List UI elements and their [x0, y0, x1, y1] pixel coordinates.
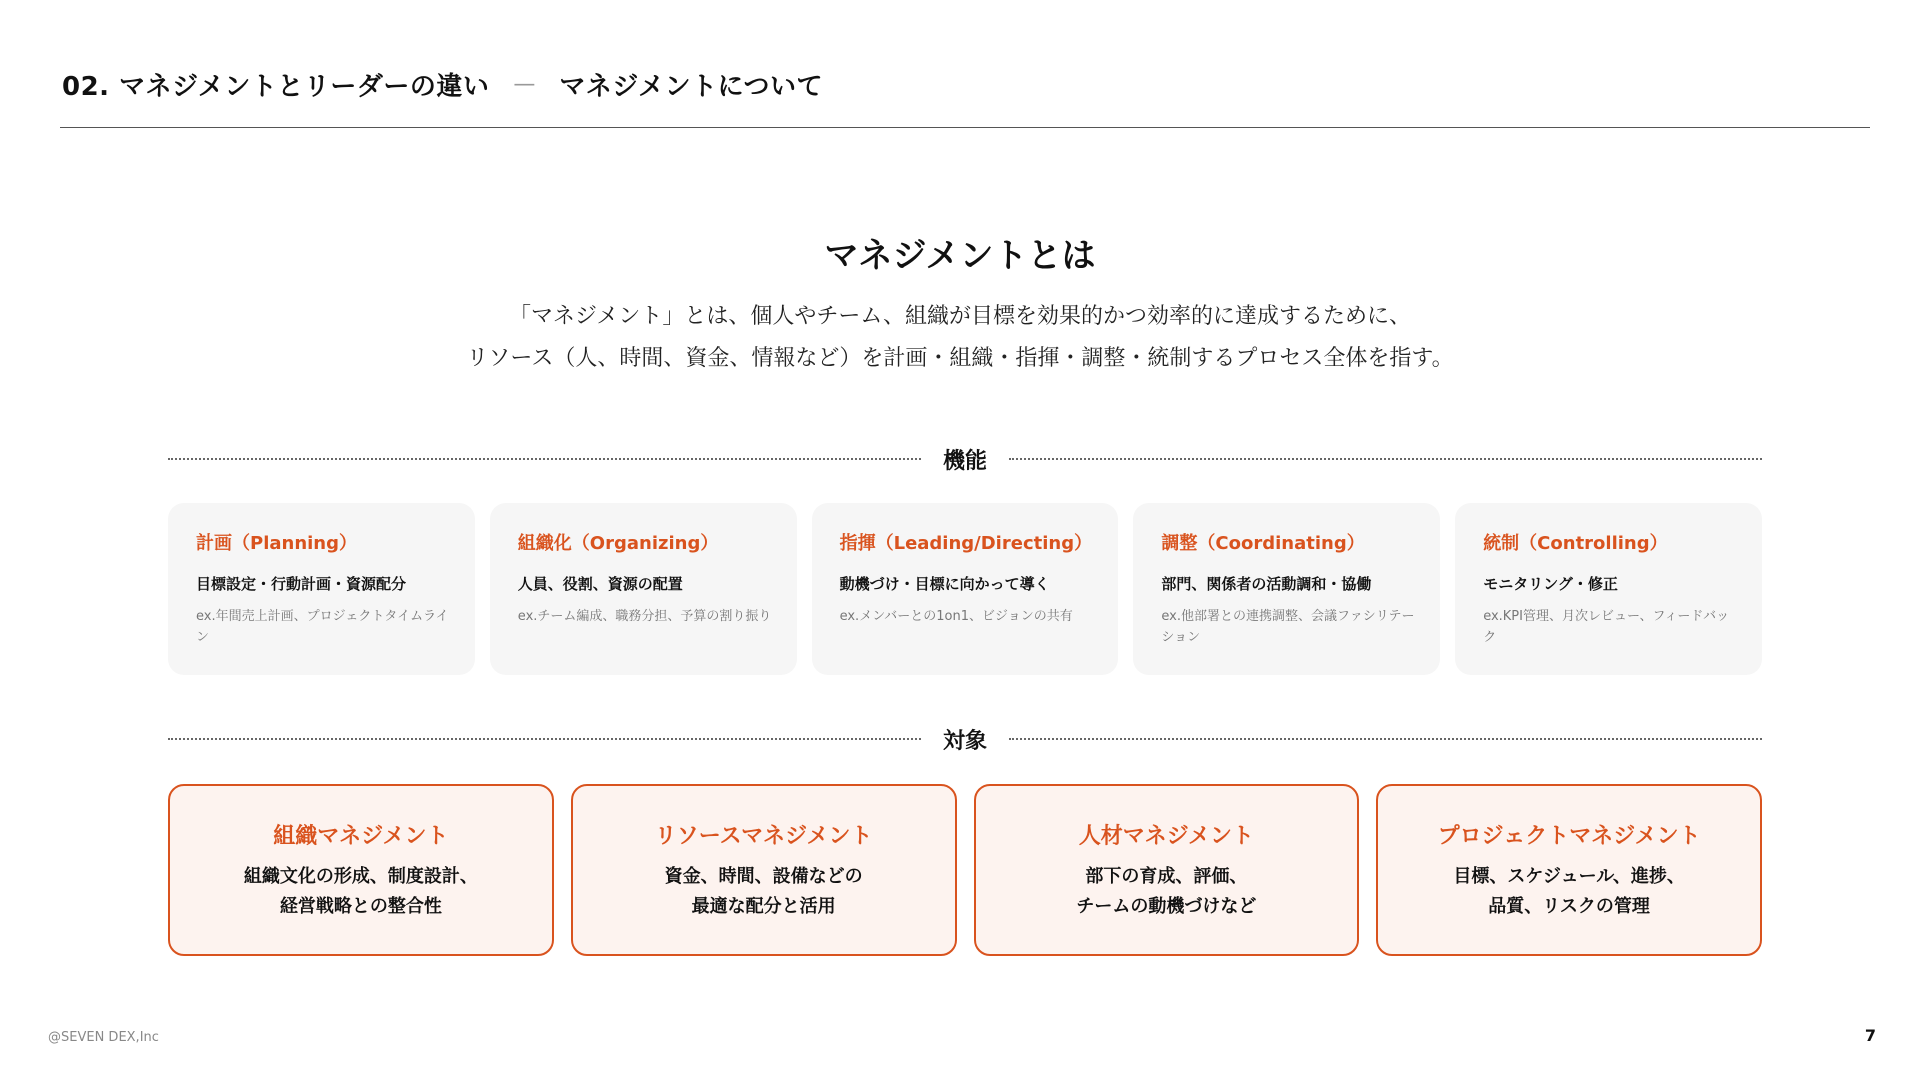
targets-list — [168, 784, 1762, 956]
target-title: リソースマネジメント — [654, 823, 873, 849]
definition-text — [0, 296, 1920, 380]
functions-divider — [168, 444, 1762, 474]
slide-header — [62, 64, 823, 104]
function-subtitle: 目標設定・行動計画・資源配分 — [196, 575, 407, 593]
dotted-rule — [1009, 738, 1762, 740]
function-title: 調整（Coordinating） — [1161, 533, 1365, 554]
dotted-rule — [168, 458, 921, 460]
function-subtitle: モニタリング・修正 — [1483, 575, 1618, 593]
targets-divider — [168, 724, 1762, 754]
target-description-line: 部下の育成、評価、 — [1085, 865, 1248, 887]
target-description-line: 最適な配分と活用 — [691, 895, 836, 917]
section-subtitle: マネジメントについて — [559, 71, 824, 102]
function-card-leading — [812, 503, 1119, 675]
definition-line: リソース（人、時間、資金、情報など）を計画・組織・指揮・調整・統制するプロセス全体を指す。 — [466, 346, 1454, 371]
definition-line: 「マネジメント」とは、個人やチーム、組織が目標を効果的かつ効率的に達成するために、 — [508, 304, 1411, 329]
copyright-text: @SEVEN DEX,Inc — [48, 1030, 159, 1045]
function-subtitle: 動機づけ・目標に向かって導く — [839, 575, 1050, 593]
function-card-controlling — [1455, 503, 1762, 675]
target-description-line: チームの動機づけなど — [1076, 895, 1257, 917]
function-example: ex.メンバーとの1on1、ビジョンの共有 — [839, 609, 1073, 624]
function-title: 指揮（Leading/Directing） — [839, 533, 1093, 554]
function-card-planning — [168, 503, 475, 675]
functions-label: 機能 — [943, 448, 988, 474]
target-description — [1076, 862, 1256, 922]
target-description-line: 品質、リスクの管理 — [1488, 895, 1650, 917]
function-title: 計画（Planning） — [196, 533, 358, 554]
target-title: 人材マネジメント — [1078, 823, 1255, 849]
target-description — [665, 862, 863, 922]
function-card-coordinating — [1133, 503, 1440, 675]
target-card-project — [1376, 784, 1762, 956]
dotted-rule — [1009, 458, 1762, 460]
target-card-talent — [974, 784, 1360, 956]
target-title: プロジェクトマネジメント — [1437, 823, 1701, 849]
page-number: 7 — [1864, 1026, 1876, 1045]
function-title: 統制（Controlling） — [1483, 533, 1668, 554]
page-title: マネジメントとは — [824, 236, 1096, 276]
function-subtitle: 人員、役割、資源の配置 — [517, 575, 683, 593]
target-description — [1453, 862, 1684, 922]
function-card-organizing — [490, 503, 797, 675]
target-description-line: 目標、スケジュール、進捗、 — [1453, 865, 1685, 887]
functions-list — [168, 503, 1762, 675]
target-card-organization — [168, 784, 554, 956]
dotted-rule — [168, 738, 921, 740]
function-title: 組織化（Organizing） — [517, 533, 719, 554]
function-example: ex.KPI管理、月次レビュー、フィードバック — [1483, 609, 1730, 645]
section-title: 02. マネジメントとリーダーの違い — [62, 71, 490, 102]
target-description-line: 資金、時間、設備などの — [664, 865, 863, 887]
title-separator: — — [513, 71, 536, 97]
target-description — [244, 862, 478, 922]
function-example: ex.他部署との連携調整、会議ファシリテーション — [1161, 609, 1415, 645]
target-description-line: 経営戦略との整合性 — [279, 895, 442, 917]
header-divider — [60, 127, 1870, 128]
function-example: ex.年間売上計画、プロジェクトタイムライン — [196, 609, 449, 645]
target-title: 組織マネジメント — [273, 823, 449, 849]
target-description-line: 組織文化の形成、制度設計、 — [243, 865, 478, 887]
function-example: ex.チーム編成、職務分担、予算の割り振り — [517, 609, 772, 624]
function-subtitle: 部門、関係者の活動調和・協働 — [1161, 575, 1372, 593]
target-card-resource — [571, 784, 957, 956]
targets-label: 対象 — [943, 728, 988, 754]
